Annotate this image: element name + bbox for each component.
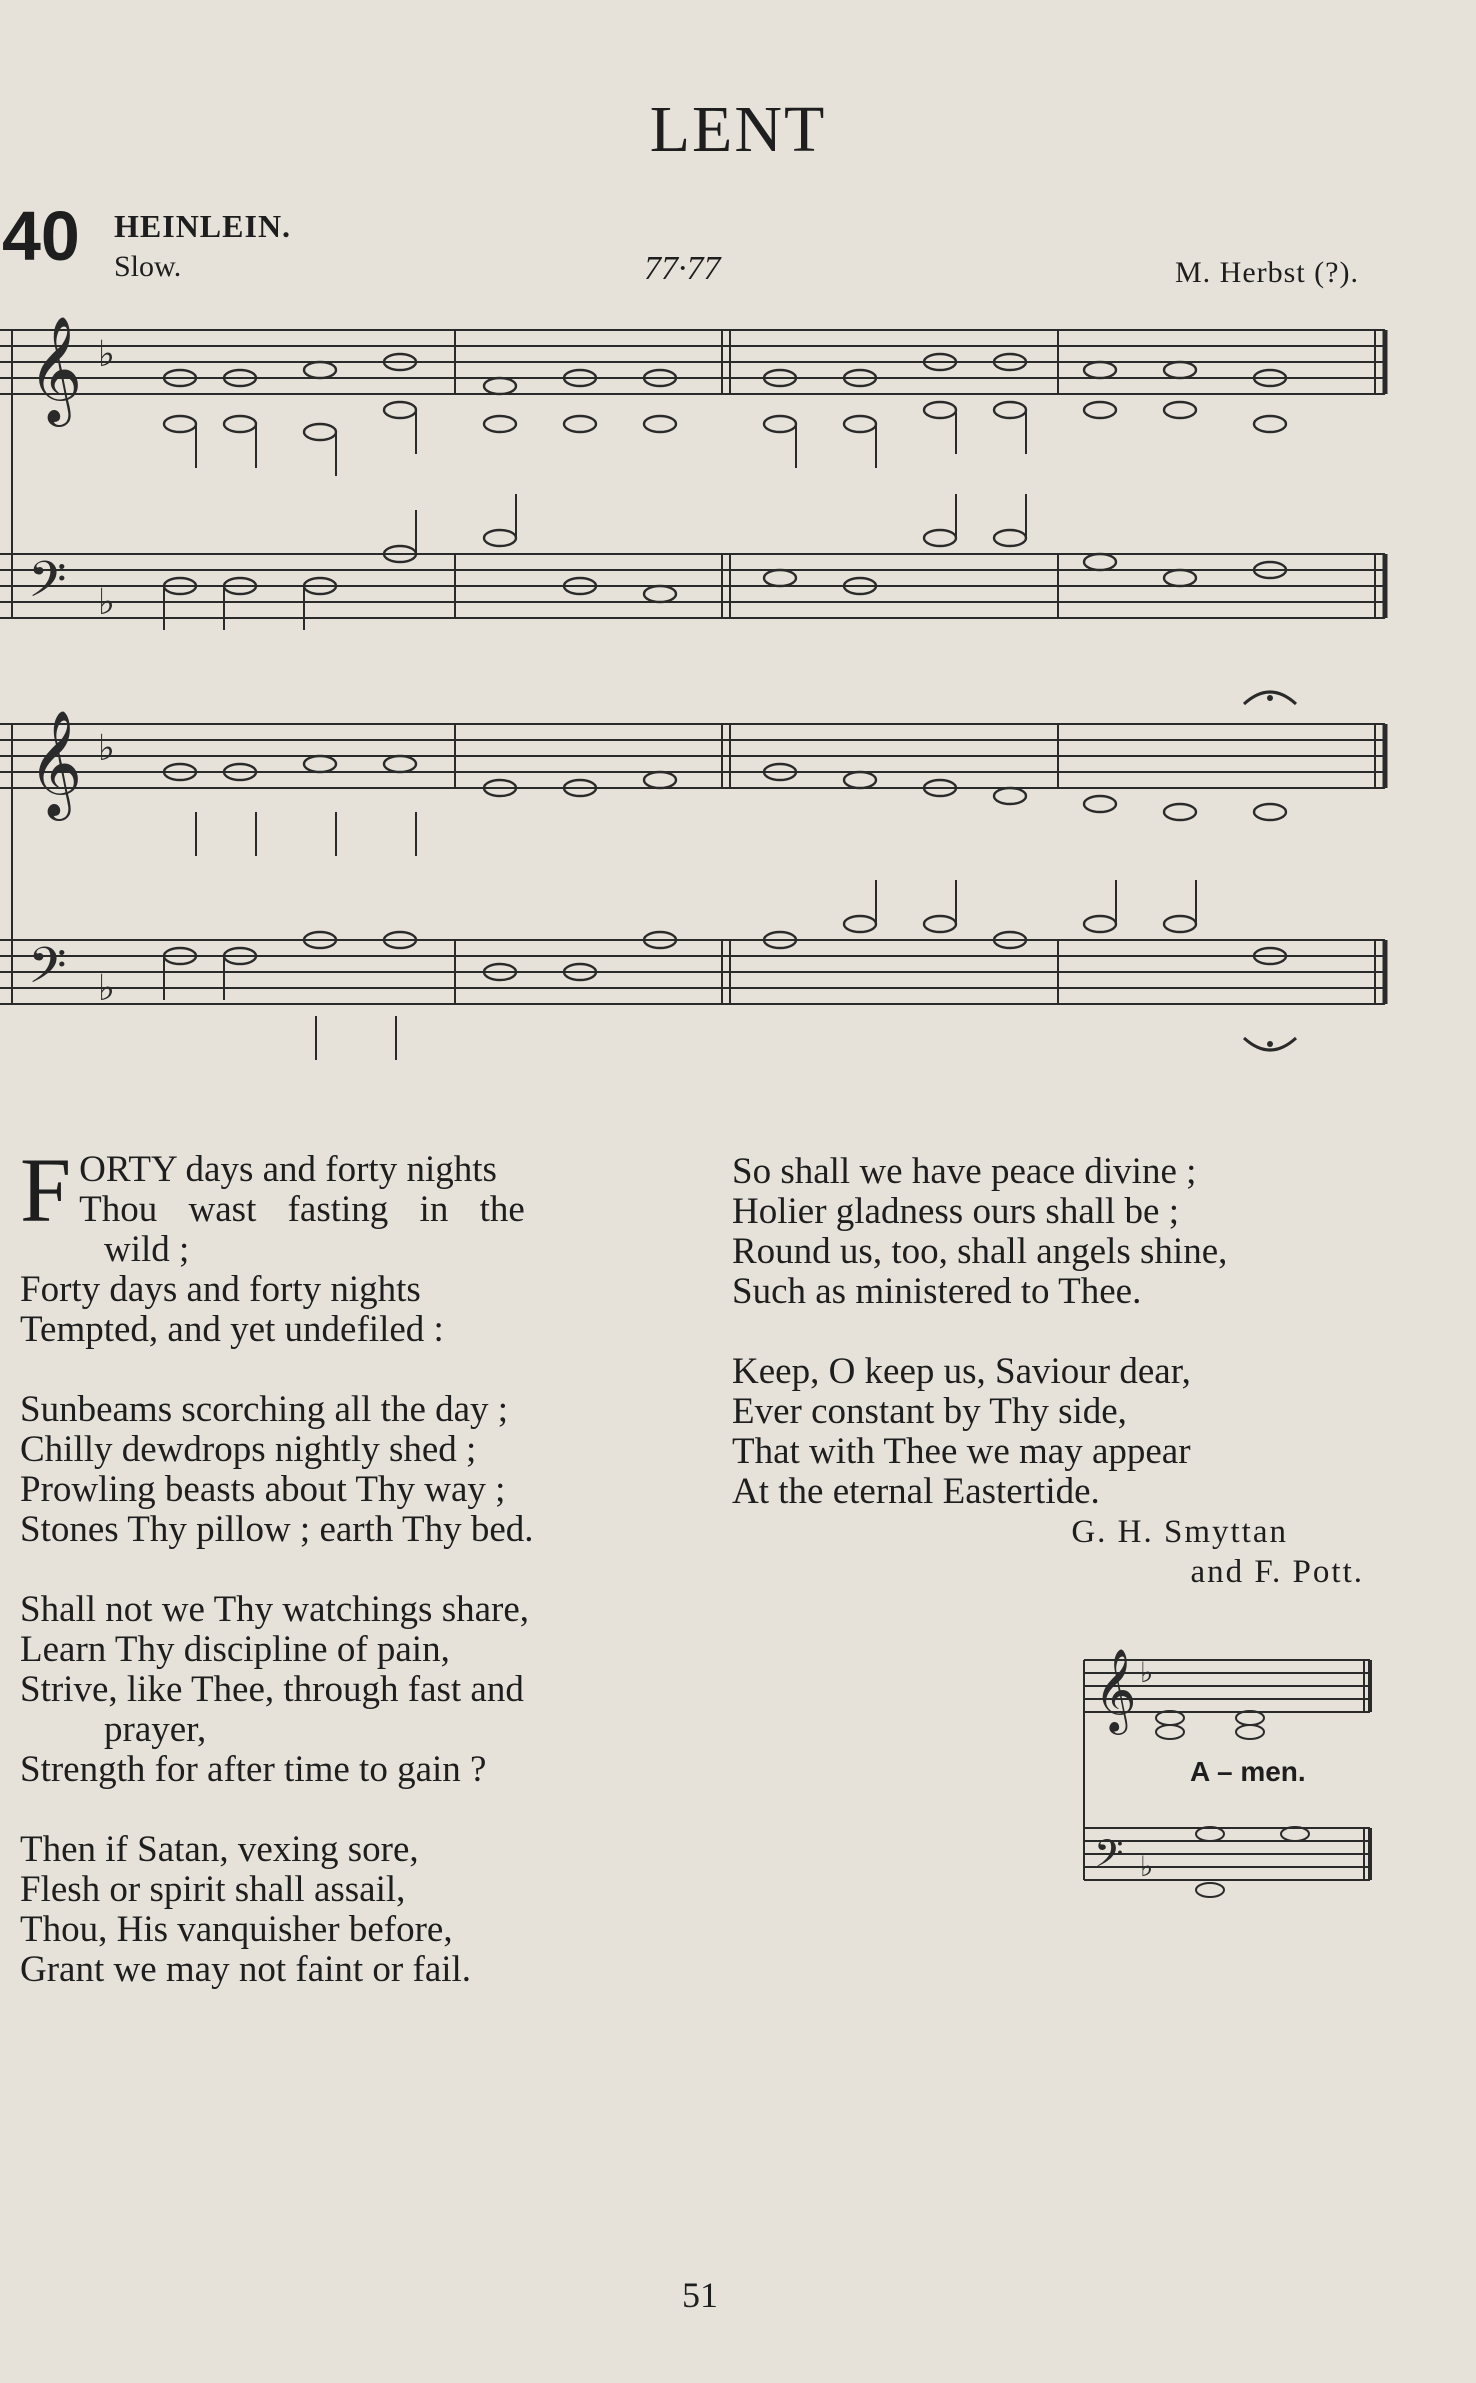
staff-system-1 — [0, 330, 1385, 618]
verse-line: Keep, O keep us, Saviour dear, — [732, 1351, 1191, 1392]
verses-left-column — [20, 1139, 680, 1990]
verse-line: Stones Thy pillow ; earth Thy bed. — [20, 1509, 534, 1550]
verse-line: So shall we have peace divine ; — [732, 1151, 1197, 1192]
author-credit: and F. Pott. — [1190, 1554, 1364, 1590]
verse-2 — [20, 1390, 680, 1550]
svg-text:♭: ♭ — [1140, 1656, 1154, 1689]
verse-line: Strength for after time to gain ? — [20, 1749, 487, 1790]
page-title: LENT — [649, 93, 827, 166]
verse-line: Learn Thy discipline of pain, — [20, 1629, 450, 1670]
clefs — [28, 315, 115, 1009]
page-number: 51 — [682, 2275, 718, 2315]
svg-text:♭: ♭ — [98, 334, 115, 375]
verse-line: Shall not we Thy watchings share, — [20, 1589, 530, 1630]
verse-line: Ever constant by Thy side, — [732, 1391, 1127, 1432]
verse-line: Flesh or spirit shall assail, — [20, 1869, 406, 1910]
verse-line: Round us, too, shall angels shine, — [732, 1231, 1228, 1272]
verse-line: Forty days and forty nights — [20, 1269, 421, 1310]
verses-right-column — [732, 1152, 1392, 1592]
verse-line: Thou, His vanquisher before, — [20, 1909, 453, 1950]
verse-line: Such as ministered to Thee. — [732, 1271, 1142, 1312]
svg-text:𝄢: 𝄢 — [28, 937, 67, 1007]
staff-system-2 — [0, 724, 1385, 1004]
verse-line: That with Thee we may appear — [732, 1431, 1191, 1472]
verse-line: Then if Satan, vexing sore, — [20, 1829, 419, 1870]
composer-credit: M. Herbst (?). — [1175, 256, 1359, 289]
author-credit: G. H. Smyttan — [1071, 1514, 1288, 1550]
verse-line: Sunbeams scorching all the day ; — [20, 1389, 509, 1430]
tempo-marking: Slow. — [114, 250, 182, 283]
verse-line: Strive, like Thee, through fast and — [20, 1669, 524, 1710]
verse-line: wild ; — [104, 1229, 190, 1270]
verse-4 — [20, 1830, 680, 1990]
hymn-number: 40 — [2, 197, 80, 275]
svg-text:♭: ♭ — [1140, 1850, 1154, 1883]
note-stems — [164, 410, 1196, 1060]
verse-line: Thou wast fasting in the — [79, 1189, 525, 1230]
verse-3 — [20, 1590, 680, 1790]
drop-cap: F — [20, 1139, 72, 1241]
verse-line: Chilly dewdrops nightly shed ; — [20, 1429, 477, 1470]
verse-line: prayer, — [104, 1709, 207, 1750]
verse-1 — [20, 1139, 680, 1350]
verse-6 — [732, 1352, 1392, 1512]
verse-line: ORTY days and forty nights — [79, 1149, 497, 1190]
verse-5 — [732, 1152, 1392, 1312]
amen-text: A – men. — [1190, 1756, 1306, 1787]
verse-line: Grant we may not faint or fail. — [20, 1949, 472, 1990]
svg-text:𝄞: 𝄞 — [1094, 1647, 1137, 1731]
svg-text:♭: ♭ — [98, 728, 115, 769]
music-score — [0, 300, 1400, 1090]
svg-text:𝄞: 𝄞 — [28, 709, 83, 816]
svg-text:♭: ♭ — [98, 968, 115, 1009]
verse-line: Tempted, and yet undefiled : — [20, 1309, 444, 1350]
verse-line: Holier gladness ours shall be ; — [732, 1191, 1179, 1232]
svg-text:𝄢: 𝄢 — [28, 551, 67, 621]
verse-line: Prowling beasts about Thy way ; — [20, 1469, 506, 1510]
verse-line: At the eternal Eastertide. — [732, 1471, 1100, 1512]
svg-text:𝄞: 𝄞 — [28, 315, 83, 422]
note-heads — [164, 354, 1286, 980]
svg-text:𝄢: 𝄢 — [1094, 1831, 1124, 1885]
tune-name: HEINLEIN. — [114, 208, 292, 244]
svg-text:♭: ♭ — [98, 582, 115, 623]
meter-marking: 77·77 — [644, 250, 721, 287]
